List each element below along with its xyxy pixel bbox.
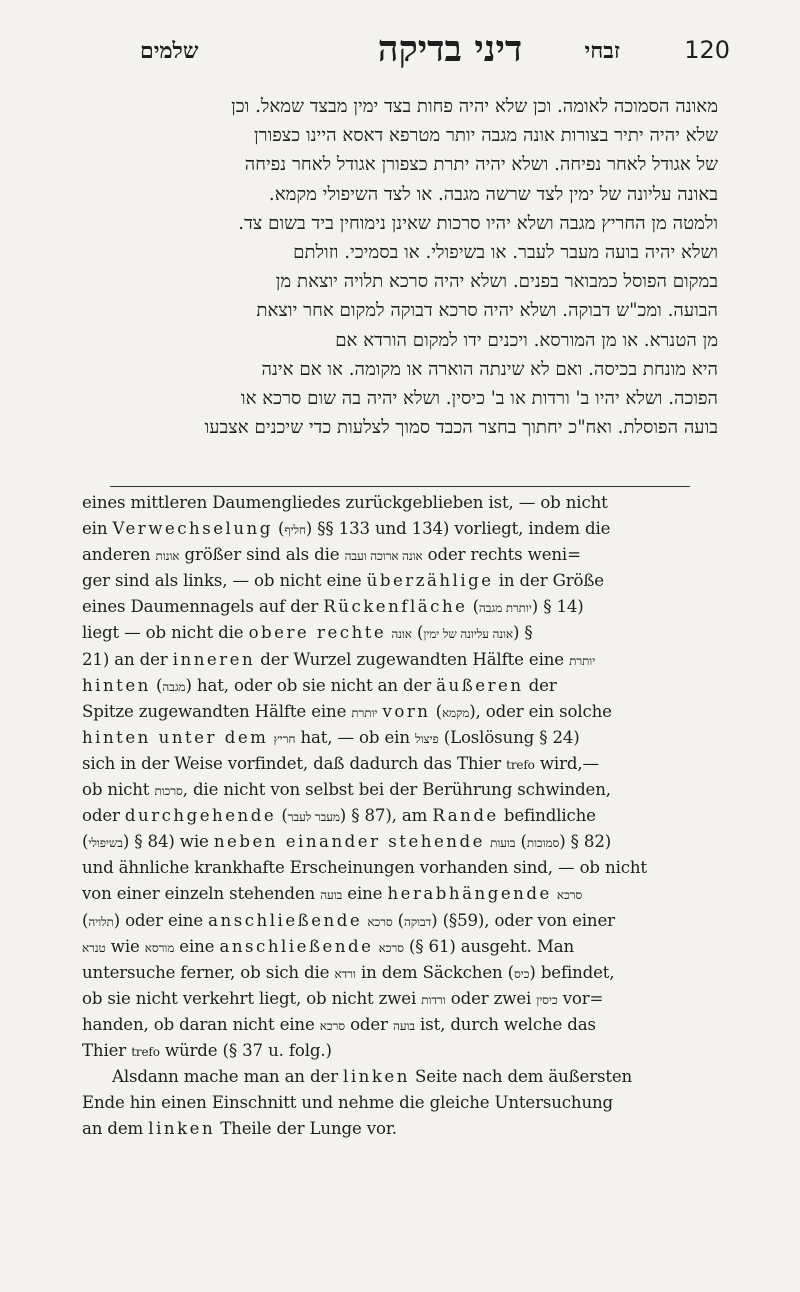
hebrew-term: פיצול: [414, 731, 439, 746]
text: ) § 84) wie: [122, 832, 209, 852]
spaced-term: Rande: [432, 806, 499, 826]
text: (§ 61) ausgeht. Man: [408, 936, 575, 956]
german-line: [82, 620, 722, 646]
text: Theile der Lunge vor.: [220, 1119, 397, 1139]
text: der: [528, 675, 557, 695]
hebrew-term: ורדות: [421, 992, 446, 1007]
german-line: [82, 1038, 722, 1064]
text: Alsdann mache man an der: [112, 1067, 338, 1087]
german-line: [82, 777, 722, 803]
hebrew-term: סרכות: [154, 784, 183, 799]
spaced-term: hinten unter dem: [82, 727, 269, 747]
hebrew-line: שלא יהיה יתיר בצורות אונה מגבה יותר מטרפא דאסא היינו כצפורן: [254, 125, 718, 147]
header-left-text: שלמים: [140, 38, 199, 64]
text: Ende hin einen Einschnitt und nehme die gleiche Untersuchung: [82, 1093, 614, 1113]
spaced-term: hinten: [82, 675, 151, 695]
text: anderen: [82, 545, 151, 565]
spaced-term: Verwechselung: [112, 519, 273, 539]
hebrew-term: מגבה: [162, 679, 186, 694]
hebrew-line: הבועה. ומכ"ש דבוקה. ושלא יהיה סרכא דבוקה למקום אחר יוצאת: [256, 300, 718, 322]
german-line: [82, 829, 722, 855]
german-line: [82, 490, 722, 516]
text: (: [435, 701, 442, 721]
spaced-term: linken: [148, 1119, 216, 1139]
text: Thier: [82, 1040, 127, 1060]
hebrew-term: אונה ארוכה ועבה: [344, 549, 423, 564]
text: ger sind als links, — ob nicht eine: [82, 571, 362, 591]
hebrew-term: תלויה: [88, 914, 114, 929]
hebrew-line: מן הטנרא. או מן המורסא. ויכנים ידו למקום הורדא אם: [335, 329, 718, 351]
german-line: [82, 673, 722, 699]
german-line: [82, 699, 722, 725]
hebrew-term: כיס: [513, 966, 530, 981]
spaced-term: durchgehende: [124, 806, 277, 826]
text: 21) an der: [82, 649, 168, 669]
german-text-block: [82, 490, 722, 1142]
hebrew-term: יותרת: [351, 705, 378, 720]
text: handen, ob daran nicht eine: [82, 1014, 315, 1034]
latin-term: trefo: [131, 1044, 160, 1059]
hebrew-term: כיסין: [536, 992, 558, 1007]
hebrew-term: חליף: [284, 523, 306, 538]
hebrew-term: בועה: [320, 888, 343, 903]
spaced-term: äußeren: [436, 675, 524, 695]
text: , die nicht von selbst bei der Berührung schwinden,: [182, 780, 611, 800]
german-line: [82, 1116, 722, 1142]
hebrew-line: ולמטה מן החריץ מגבה ושלא יהיו סרכות שאינן נימוחין ביד בשום צד.: [238, 212, 718, 234]
text: oder rechts weni=: [427, 545, 581, 565]
section-divider: [110, 486, 690, 487]
hebrew-term: אונות: [155, 549, 180, 564]
text: größer sind als die: [184, 545, 340, 565]
text: ist, durch welche das: [420, 1014, 596, 1034]
text: liegt — ob nicht die: [82, 623, 244, 643]
german-line: [82, 908, 722, 934]
text: (: [82, 910, 89, 930]
text: (Loslösung § 24): [443, 727, 580, 747]
hebrew-term: ורדא: [334, 966, 356, 981]
text: (: [397, 910, 404, 930]
text: ) oder eine: [113, 910, 204, 930]
hebrew-line: היא מונחת בכיסה. ואם לא שינתה הוארה או מקומה. או אם אינה: [261, 358, 718, 380]
text: ) § 14): [531, 597, 584, 617]
spaced-term: obere rechte: [248, 623, 387, 643]
hebrew-line: של אגודל לאחר נפיחה. ושלא יהיה יתרת כצפורן אגודל לאחר נפיחה: [244, 154, 718, 176]
text: vor=: [562, 988, 604, 1008]
german-line: [82, 960, 722, 986]
text: ) §: [512, 623, 533, 643]
german-line: [82, 647, 722, 673]
text: (: [281, 806, 288, 826]
hebrew-term: אונה עליונה של ימין: [423, 627, 513, 642]
text: ) §§ 133 und 134) vorliegt, indem die: [305, 519, 611, 539]
text: an dem: [82, 1119, 144, 1139]
text: befindliche: [503, 806, 596, 826]
hebrew-term: סרכא: [378, 940, 404, 955]
spaced-term: anschließende: [208, 910, 363, 930]
text: ) § 82): [559, 832, 612, 852]
hebrew-line: בועה הפוסלת. ואח"כ יחתוך בחצר הכבד סמוך לצלעות כדי שיכנים אצבעו: [204, 417, 718, 439]
text: und ähnliche krankhafte Erscheinungen vorhanden sind, — ob nicht: [82, 858, 647, 878]
german-line: [82, 594, 722, 620]
hebrew-term: יותרת: [569, 653, 596, 668]
text: (: [472, 597, 479, 617]
text: wie: [110, 936, 140, 956]
text: von einer einzeln stehenden: [82, 884, 316, 904]
text: ob nicht: [82, 780, 150, 800]
hebrew-term: יותרת מגבה: [478, 601, 532, 616]
german-line: [82, 803, 722, 829]
text: hat, — ob ein: [300, 727, 410, 747]
text: (: [277, 519, 285, 539]
hebrew-line: ושלא יהיה בועה מעבר לעבר. או בשיפולי. או בסמיכי. וזולתם: [293, 241, 718, 263]
text: wird,—: [539, 753, 599, 773]
hebrew-term: בשיפולי: [88, 836, 123, 851]
hebrew-term: טנרא: [82, 940, 106, 955]
german-line: [82, 1012, 722, 1038]
hebrew-term: דבוקה: [403, 914, 432, 929]
hebrew-term: אונה: [391, 627, 412, 642]
text: der Wurzel zugewandten Hälfte eine: [260, 649, 564, 669]
hebrew-line: מאונה הסמוכה לאומה. וכן שלא יהיה פחות בצד ימין מבצד שמאל. וכן: [231, 96, 718, 117]
spaced-term: vorn: [382, 701, 431, 721]
german-line: [82, 881, 722, 907]
text: würde (§ 37 u. folg.): [164, 1040, 332, 1060]
hebrew-line: במקום הפוסל כמבואר בפנים. ושלא יהיה סרכא תלויה יוצאת מן: [275, 271, 718, 293]
text: ) § 87), am: [339, 806, 428, 826]
text: oder: [350, 1014, 388, 1034]
hebrew-term: בועה: [392, 1018, 415, 1033]
text: Seite nach dem äußersten: [415, 1067, 633, 1087]
german-line: [82, 934, 722, 960]
hebrew-line: הפוכה. ושלא יהיו ב' ורדות או ב' כיסין. ושלא יהיה בה שום סרכא או: [240, 387, 718, 409]
german-line: [82, 568, 722, 594]
spaced-term: herabhängende: [387, 884, 552, 904]
spaced-term: linken: [343, 1067, 410, 1087]
spaced-term: neben einander stehende: [213, 832, 485, 852]
hebrew-term: סרכא: [319, 1018, 345, 1033]
german-line: [82, 986, 722, 1012]
text: oder: [82, 806, 120, 826]
hebrew-term: סרכא: [556, 888, 583, 903]
spaced-term: überzählige: [366, 571, 494, 591]
text: ) hat, oder ob sie nicht an der: [185, 675, 431, 695]
latin-term: trefo: [506, 757, 535, 772]
hebrew-term: סמוכות: [526, 836, 560, 851]
german-line: [82, 855, 722, 881]
german-line: [82, 751, 722, 777]
text: Spitze zugewandten Hälfte eine: [82, 701, 347, 721]
text: (: [520, 832, 527, 852]
text: in der Größe: [498, 571, 604, 591]
text: in dem Säckchen (: [360, 962, 514, 982]
text: eine: [347, 884, 383, 904]
text: ob sie nicht verkehrt liegt, ob nicht zwei: [82, 988, 417, 1008]
text: oder zwei: [450, 988, 532, 1008]
text: ), oder ein solche: [469, 701, 612, 721]
running-header: [80, 28, 730, 78]
text: (: [416, 623, 424, 643]
header-right-text: זבחי: [584, 38, 620, 64]
text: sich in der Weise vorfindet, daß dadurch das Thier: [82, 753, 502, 773]
hebrew-term: מורסא: [144, 940, 175, 955]
hebrew-term: סרכא: [367, 914, 393, 929]
text: (: [82, 832, 89, 852]
text: eine: [179, 936, 215, 956]
hebrew-term: מקמא: [441, 705, 470, 720]
german-line: [82, 1090, 722, 1116]
german-line: [82, 725, 722, 751]
text: eines Daumennagels auf der: [82, 597, 319, 617]
spaced-term: anschließende: [219, 936, 374, 956]
text: eines mittleren Daumengliedes zurückgeblieben ist, — ob nicht: [82, 493, 608, 512]
hebrew-text-block: [78, 92, 718, 442]
header-title: דיני בדיקה: [377, 28, 523, 70]
text: (: [155, 675, 163, 695]
hebrew-line: באונה עליונה של ימין לצד שרשה מגבה. או לצד השיפולי מקמא.: [268, 183, 718, 205]
text: ) befindet,: [529, 962, 615, 982]
text: ein: [82, 519, 108, 539]
german-line: [82, 542, 722, 568]
text: untersuche ferner, ob sich die: [82, 962, 330, 982]
german-line: [82, 516, 722, 542]
spaced-term: Rückenfläche: [323, 597, 468, 617]
hebrew-term: חריץ: [273, 731, 296, 746]
text: ) (§59), oder von einer: [431, 910, 615, 930]
page-number: 120: [684, 36, 730, 64]
hebrew-term: בועות: [490, 836, 516, 851]
hebrew-term: מעבר לעבר: [287, 810, 340, 825]
spaced-term: inneren: [172, 649, 256, 669]
german-line: [82, 1064, 722, 1090]
